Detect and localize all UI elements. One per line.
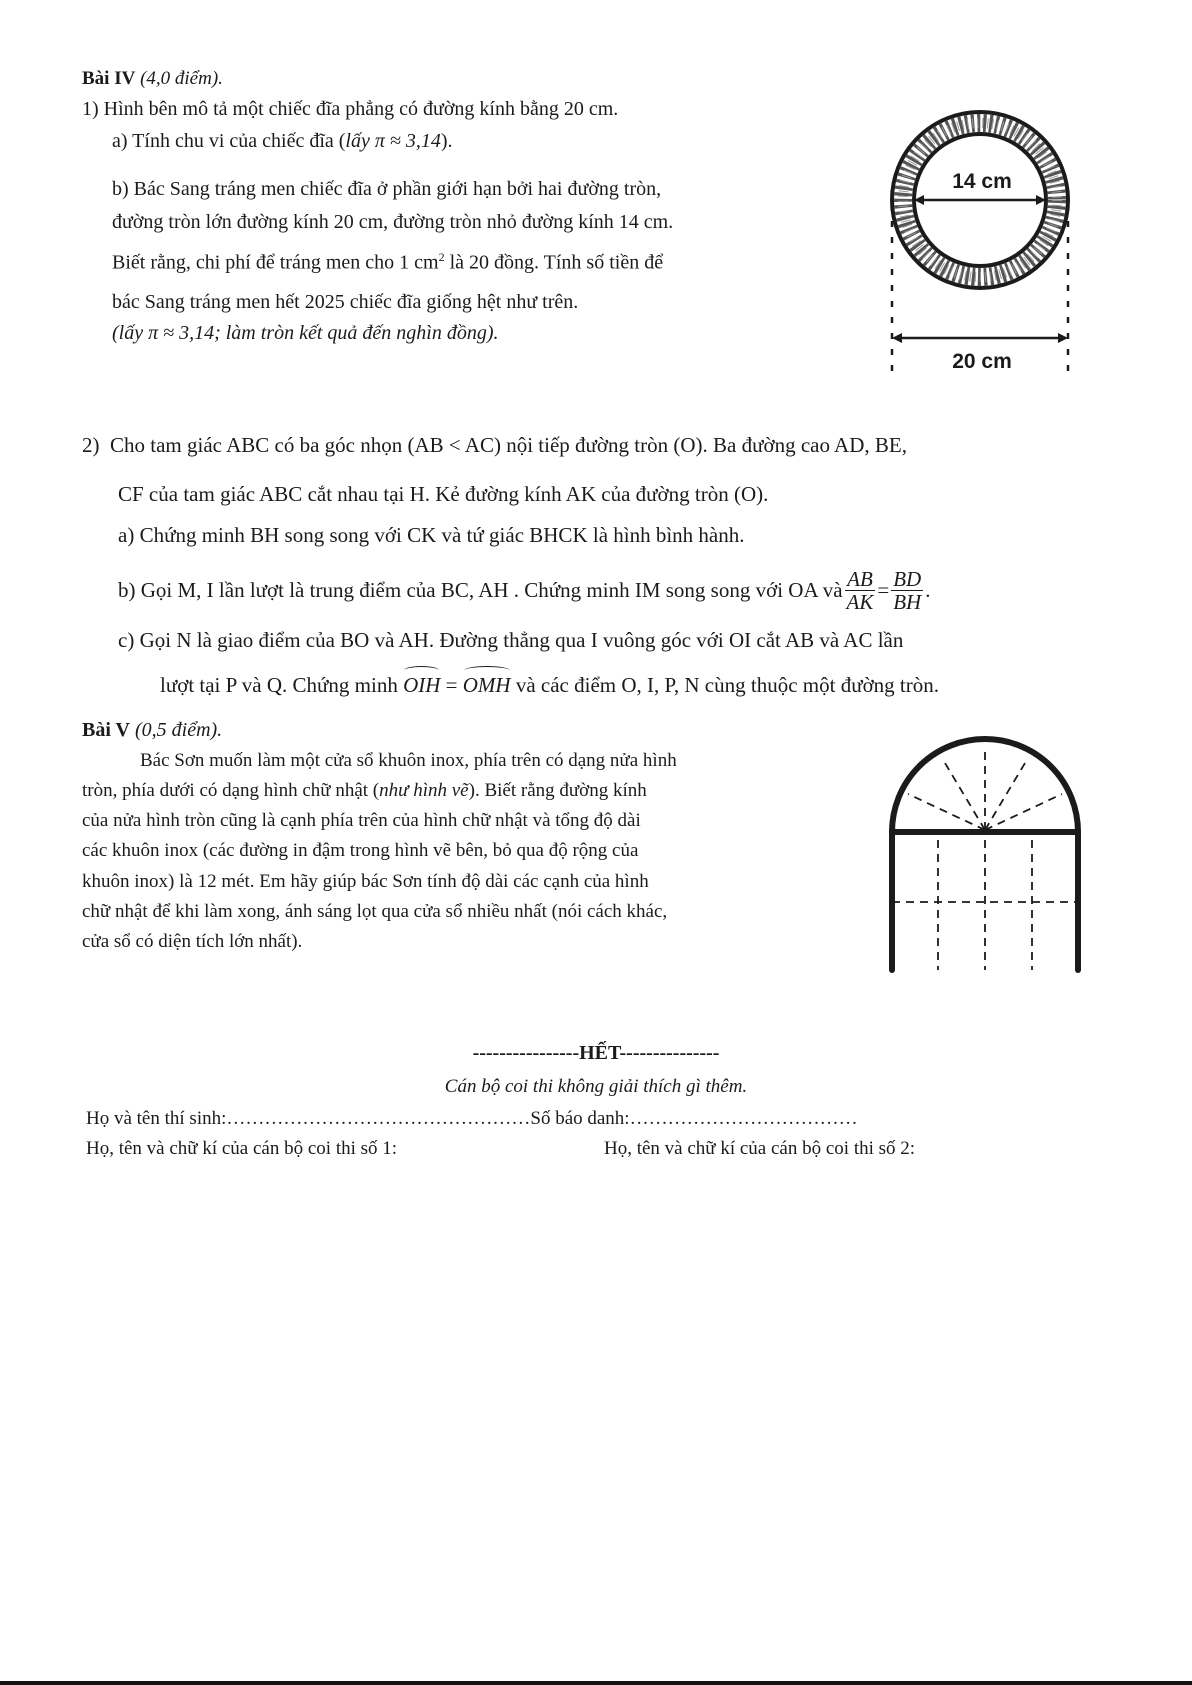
fraction-bd-num: BD bbox=[893, 566, 922, 591]
section-heading-bai-iv bbox=[82, 66, 223, 92]
section-points: (4,0 điểm). bbox=[140, 68, 223, 89]
q1b-line3 bbox=[112, 244, 663, 276]
candidate-name-field: Họ và tên thí sinh:…………………………………………Số báo danh:……………………………… bbox=[86, 1108, 858, 1129]
bai5-line1: Bác Sơn muốn làm một cửa sổ khuôn inox, phía trên có dạng nửa hình bbox=[140, 750, 677, 771]
section-heading-bai-v bbox=[82, 717, 222, 743]
bai5-line3: của nửa hình tròn cũng là cạnh phía trên của hình chữ nhật và tổng độ dài bbox=[82, 810, 641, 831]
q2b bbox=[118, 560, 930, 620]
proctor-1-signature: Họ, tên và chữ kí của cán bộ coi thi số 1: bbox=[86, 1138, 398, 1159]
q2-line1 bbox=[82, 432, 907, 458]
fraction-bd-bh bbox=[891, 568, 923, 613]
bai5-line4: các khuôn inox (các đường in đậm trong hình vẽ bên, bỏ qua độ rộng của bbox=[82, 840, 639, 861]
bai5-line2-end: ). Biết rằng đường kính bbox=[468, 780, 647, 801]
fraction-ak-den: AK bbox=[846, 589, 874, 614]
q2a: a) Chứng minh BH song song với CK và tứ giác BHCK là hình bình hành. bbox=[118, 523, 745, 547]
section-points-v: (0,5 điểm). bbox=[134, 719, 223, 741]
outer-arrow-right bbox=[1058, 333, 1068, 343]
q2-line1-text: Cho tam giác ABC có ba góc nhọn (AB < AC) nội tiếp đường tròn (O). Ba đường cao AD, BE, bbox=[110, 433, 907, 457]
q1b-line5: (lấy π ≈ 3,14; làm tròn kết quả đến nghìn đồng). bbox=[112, 322, 499, 344]
fraction-ab-num: AB bbox=[845, 568, 876, 591]
bai5-line2-italic: như hình vẽ bbox=[379, 780, 469, 801]
plate-figure bbox=[870, 110, 1090, 385]
angle-omh: OMH bbox=[463, 668, 511, 698]
inner-diameter-label: 14 cm bbox=[952, 170, 1012, 193]
q2-number: 2) bbox=[82, 433, 100, 457]
scan-bottom-edge bbox=[0, 1681, 1192, 1685]
q2c-text: lượt tại P và Q. Chứng minh bbox=[160, 673, 398, 697]
q1a-text: a) Tính chu vi của chiếc đĩa ( bbox=[112, 130, 346, 152]
proctor-note: Cán bộ coi thi không giải thích gì thêm. bbox=[444, 1076, 748, 1097]
q2c-line1: c) Gọi N là giao điểm của BO và AH. Đường thẳng qua I vuông góc với OI cắt AB và AC lần bbox=[118, 628, 904, 652]
fraction-ab-ak bbox=[845, 568, 876, 613]
section-title-v: Bài V bbox=[82, 719, 130, 741]
q2c-line2 bbox=[160, 668, 939, 698]
bai5-line2 bbox=[82, 778, 647, 804]
q1-intro: 1) Hình bên mô tả một chiếc đĩa phẳng có đường kính bằng 20 cm. bbox=[82, 98, 619, 120]
bai5-line5: khuôn inox) là 12 mét. Em hãy giúp bác Sơn tính độ dài các cạnh của hình bbox=[82, 871, 649, 892]
q1b-line4: bác Sang tráng men hết 2025 chiếc đĩa giống hệt như trên. bbox=[112, 291, 579, 313]
angle-oih: OIH bbox=[403, 668, 440, 698]
q1a-end: ). bbox=[440, 130, 453, 152]
fraction-bh-den: BH bbox=[893, 589, 922, 614]
equals-sign: = bbox=[877, 578, 890, 602]
q1a bbox=[112, 128, 453, 154]
bai5-line6: chữ nhật để khi làm xong, ánh sáng lọt qua cửa sổ nhiều nhất (nói cách khác, bbox=[82, 901, 668, 922]
q2-line2: CF của tam giác ABC cắt nhau tại H. Kẻ đường kính AK của đường tròn (O). bbox=[118, 482, 769, 506]
q1b-superscript: 2 bbox=[438, 250, 445, 264]
q1b-line2: đường tròn lớn đường kính 20 cm, đường tròn nhỏ đường kính 14 cm. bbox=[112, 211, 674, 233]
q1b-line1: b) Bác Sang tráng men chiếc đĩa ở phần giới hạn bởi hai đường tròn, bbox=[112, 178, 662, 200]
q2c-end: và các điểm O, I, P, N cùng thuộc một đường tròn. bbox=[515, 673, 940, 697]
window-grid-lines bbox=[892, 840, 1078, 970]
outer-arrow-left bbox=[892, 333, 902, 343]
q1a-approx: lấy π ≈ 3,14 bbox=[345, 130, 441, 152]
window-radial-lines bbox=[908, 748, 1062, 830]
bai5-line2-text: tròn, phía dưới có dạng hình chữ nhật ( bbox=[82, 780, 380, 801]
q2b-end: . bbox=[925, 578, 931, 602]
q2b-text: b) Gọi M, I lần lượt là trung điểm của BC, AH . Chứng minh IM song song với OA và bbox=[118, 578, 843, 602]
q1b-line3-text: Biết rằng, chi phí để tráng men cho 1 cm bbox=[112, 251, 439, 274]
angle-equals: = bbox=[445, 673, 458, 697]
q1b-line3-end: là 20 đồng. Tính số tiền để bbox=[444, 251, 664, 274]
outer-diameter-label: 20 cm bbox=[952, 350, 1012, 373]
proctor-2-signature: Họ, tên và chữ kí của cán bộ coi thi số 2: bbox=[604, 1138, 916, 1159]
section-title: Bài IV bbox=[82, 68, 136, 89]
end-marker: ----------------HẾT--------------- bbox=[472, 1042, 720, 1064]
window-figure bbox=[880, 730, 1090, 980]
bai5-line7: cửa sổ có diện tích lớn nhất). bbox=[82, 931, 303, 952]
